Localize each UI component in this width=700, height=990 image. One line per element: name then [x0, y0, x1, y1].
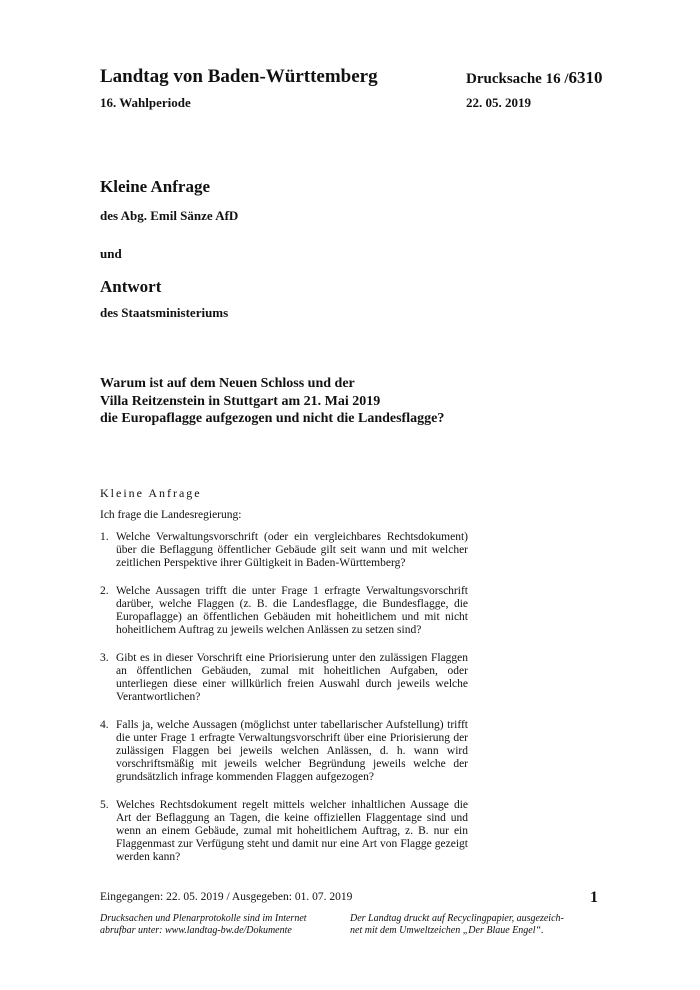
question-item	[100, 585, 468, 637]
question-number: 4.	[100, 719, 109, 731]
question-text: Gibt es in dieser Vorschrift eine Priorisierung unter den zulässigen Flaggen an öffentlichen Gebäuden, zumal mit hoheitlichen Aufgaben, oder unterliegen diese einer willkürlich freien Auswahl durch jeweils welche Verantwortlichen?	[116, 652, 468, 703]
question-text: Falls ja, welche Aussagen (möglichst unter tabellarischer Aufstellung) trifft die unter Frage 1 erfragte Verwaltungsvorschrift über eine Priorisierung der zulässigen Flaggen bei jeweils welchen Anlässen, d. h. wann wird vorschriftsmäßig mit jeweils welcher Begründung jeweils welche der grundsätzlich infrage kommenden Flaggen aufgezogen?	[116, 719, 468, 783]
section-label: Kleine Anfrage	[100, 486, 202, 500]
received-issued-line: Eingegangen: 22. 05. 2019 / Ausgegeben: 01. 07. 2019	[100, 891, 353, 903]
drucksache-label: Drucksache 16 /	[466, 71, 569, 87]
question-number: 5.	[100, 799, 109, 811]
question-item	[100, 652, 468, 704]
page-number: 1	[590, 889, 598, 906]
question-number: 1.	[100, 531, 109, 543]
parliament-title: Landtag von Baden-Württemberg	[100, 66, 378, 87]
recycling-note-line: Der Landtag druckt auf Recyclingpapier, ausgezeich-	[350, 913, 564, 924]
subject-line: die Europaflagge aufgezogen und nicht die Landesflagge?	[100, 411, 445, 426]
recycling-note	[350, 913, 580, 937]
subject-line: Villa Reitzenstein in Stuttgart am 21. Mai 2019	[100, 393, 381, 409]
intro-text: Ich frage die Landesregierung:	[100, 509, 242, 521]
antwort-heading: Antwort	[100, 277, 162, 296]
internet-note-line: Drucksachen und Plenarprotokolle sind im Internet	[100, 913, 307, 924]
question-text: Welche Verwaltungsvorschrift (oder ein vergleichbares Rechtsdokument) über die Beflaggung öffentlicher Gebäude gilt seit wann und mit welcher zeitlichen Perspektive ihrer Gültigkeit in Baden-Württemberg?	[116, 531, 468, 569]
internet-note	[100, 913, 330, 937]
internet-note-line: abrufbar unter: www.landtag-bw.de/Dokumente	[100, 925, 292, 936]
question-text: Welche Aussagen trifft die unter Frage 1 erfragte Verwaltungsvorschrift darüber, welche Flaggen (z. B. die Landesflagge, die Bundesflagge, die Europaflagge) an öffentlichen Gebäuden mit hoheitlichem und mit nicht hoheitlichem Auftrag zu jeweils welchen Anlässen zu setzen sind?	[116, 585, 468, 636]
question-number: 2.	[100, 585, 109, 597]
drucksache-number: 6310	[568, 68, 603, 87]
subject-line: Warum ist auf dem Neuen Schloss und der	[100, 376, 355, 391]
question-list	[100, 531, 468, 879]
question-number: 3.	[100, 652, 109, 664]
election-period: 16. Wahlperiode	[100, 95, 191, 110]
drucksache-reference	[466, 68, 603, 88]
document-date: 22. 05. 2019	[466, 95, 531, 110]
question-text: Welches Rechtsdokument regelt mittels welcher inhaltlichen Aussage die Art der Beflaggung an Tagen, die keine offiziellen Flaggentage sind und wenn an einem Gebäude, zumal mit hoheitlichem Auftrag, z. B. nur ein Flaggenmast zur Verfügung steht und damit nur eine Art von Flagge gezeigt werden kann?	[116, 799, 468, 863]
subject-block	[100, 375, 444, 428]
question-item	[100, 719, 468, 784]
und-line: und	[100, 246, 122, 261]
question-item	[100, 531, 468, 570]
responder-line: des Staatsministeriums	[100, 305, 229, 320]
question-item	[100, 799, 468, 864]
kleine-anfrage-heading: Kleine Anfrage	[100, 177, 211, 196]
author-line: des Abg. Emil Sänze AfD	[100, 208, 239, 223]
recycling-note-line: net mit dem Umweltzeichen „Der Blaue Engel“.	[350, 925, 544, 936]
